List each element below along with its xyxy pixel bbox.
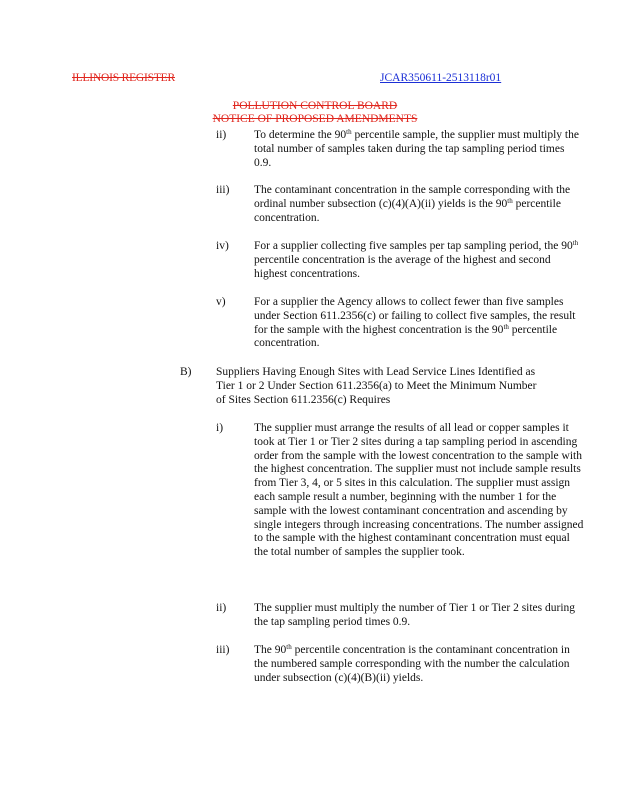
item-text: The 90th percentile concentration is the contaminant concentration in the numbered sample corresponding with the number the calculation under subsection (c)(4)(B)(ii) yields. bbox=[254, 643, 570, 684]
item-label: ii) bbox=[216, 602, 227, 614]
item-text: For a supplier the Agency allows to collect fewer than five samples under Section 611.2356(c) or failing to collect five samples, the result for the sample with the highest concentration is the 90th percentile concentration. bbox=[254, 296, 576, 350]
section-heading: Suppliers Having Enough Sites with Lead Service Lines Identified as Tier 1 or 2 Under Section 611.2356(a) to Meet the Minimum Number of Sites Section 611.2356(c) Requires bbox=[216, 366, 537, 406]
item-label: iii) bbox=[216, 644, 230, 656]
register-title: ILLINOIS REGISTER bbox=[72, 72, 175, 84]
section-label: B) bbox=[180, 366, 192, 378]
item-label: ii) bbox=[216, 129, 227, 141]
item-text: The contaminant concentration in the sample corresponding with the ordinal number subsection (c)(4)(A)(ii) yields is the 90th percentile concentration. bbox=[254, 184, 571, 224]
board-name: POLLUTION CONTROL BOARD bbox=[232, 100, 398, 112]
item-label: i) bbox=[216, 422, 224, 434]
item-text: The supplier must arrange the results of all lead or copper samples it took at Tier 1 or Tier 2 sites during a tap sampling period in ascending order from the sample with the lowest concentration to the sample with the highest concentration. The supplier must not include sample results from Tier 3, 4, or 5 sites in this calculation. The supplier must assign each sample result a number, beginning with the number 1 for the sample with the lowest contaminant concentration and ascending by single integers through increasing concentrations. The number assigned to the sample with the highest contaminant concentration must equal the total number of samples the supplier took. bbox=[254, 422, 584, 559]
item-text: To determine the 90th percentile sample, the supplier must multiply the total number of samples taken during the tap sampling period times 0.9. bbox=[254, 128, 579, 169]
item-text: The supplier must multiply the number of Tier 1 or Tier 2 sites during the tap sampling period times 0.9. bbox=[254, 602, 576, 628]
item-label: iii) bbox=[216, 184, 230, 196]
item-label: iv) bbox=[216, 240, 229, 252]
document-code: JCAR350611-2513118r01 bbox=[380, 72, 502, 84]
item-label: v) bbox=[216, 296, 226, 308]
notice-title: NOTICE OF PROPOSED AMENDMENTS bbox=[212, 113, 418, 125]
item-text: For a supplier collecting five samples per tap sampling period, the 90th percentile concentration is the average of the highest and second highest concentrations. bbox=[254, 239, 579, 280]
